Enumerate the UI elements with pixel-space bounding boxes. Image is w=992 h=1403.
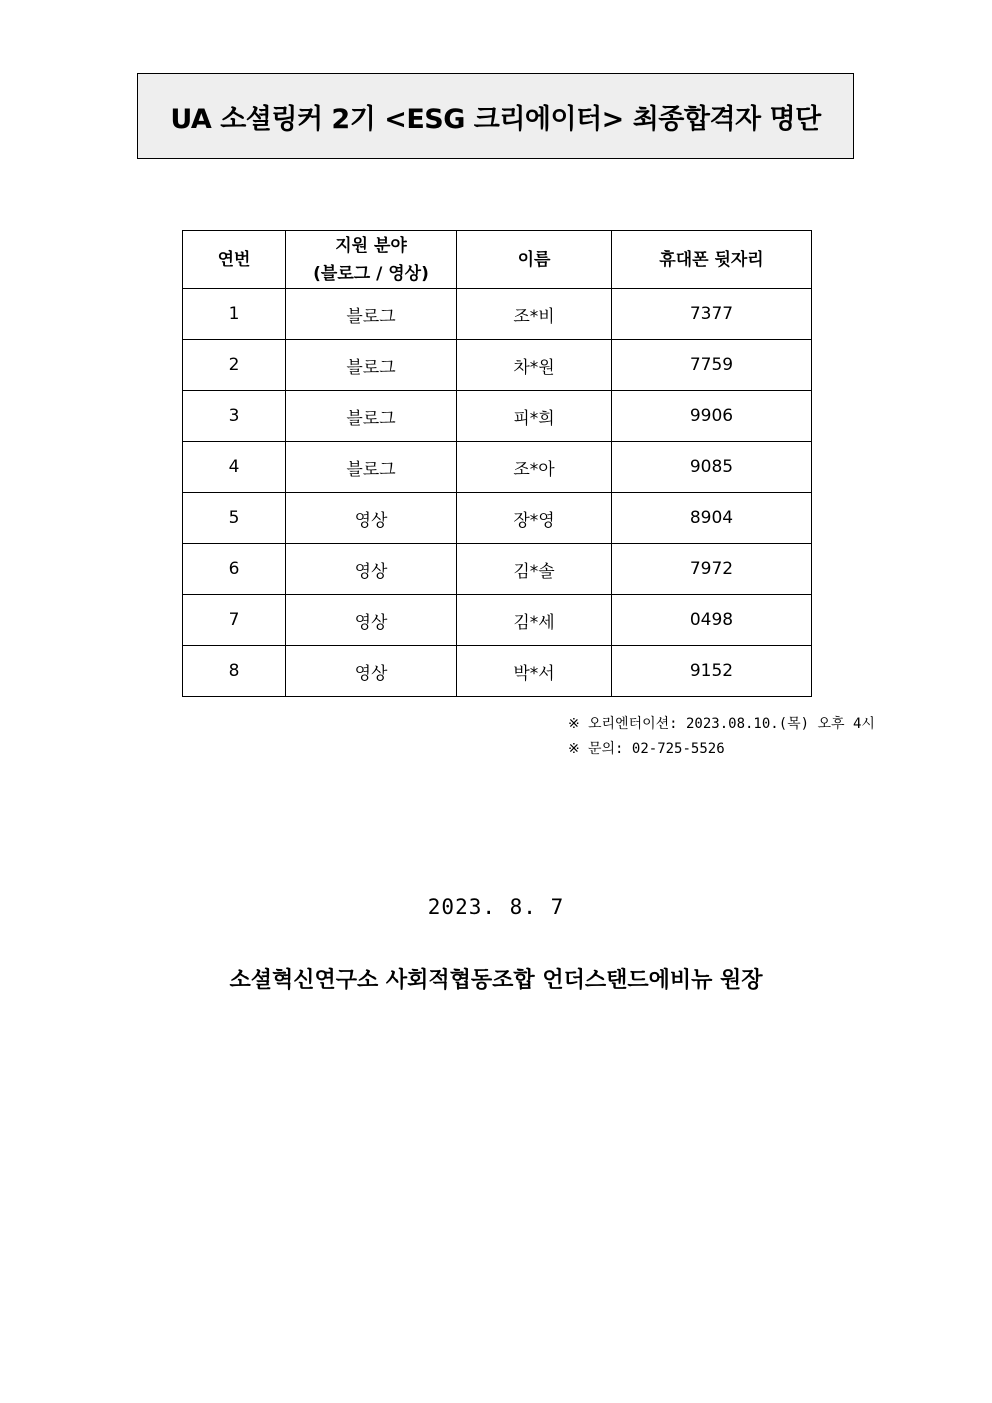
reference-mark-icon: ※: [568, 716, 580, 732]
table-row: [183, 289, 812, 340]
title-box: [137, 73, 854, 159]
cell-phone: 0498: [612, 595, 812, 646]
cell-field: 블로그: [286, 340, 457, 391]
table-row: [183, 493, 812, 544]
cell-number: 5: [183, 493, 286, 544]
cell-phone: 9906: [612, 391, 812, 442]
table-row: [183, 391, 812, 442]
cell-number: 2: [183, 340, 286, 391]
cell-phone: 7377: [612, 289, 812, 340]
results-table: [182, 230, 812, 697]
note-orientation: [568, 712, 875, 737]
document-title: UA 소셜링커 2기 <ESG 크리에이터> 최종합격자 명단: [170, 103, 821, 135]
cell-number: 7: [183, 595, 286, 646]
reference-mark-icon: ※: [568, 741, 580, 757]
cell-name: 김*솔: [457, 544, 612, 595]
cell-number: 8: [183, 646, 286, 697]
cell-name: 피*희: [457, 391, 612, 442]
note-text: 오리엔터이션: 2023.08.10.(목) 오후 4시: [588, 716, 875, 732]
table-row: [183, 646, 812, 697]
cell-name: 박*서: [457, 646, 612, 697]
cell-field: 블로그: [286, 442, 457, 493]
header-phone: 휴대폰 뒷자리: [612, 231, 812, 289]
cell-field: 영상: [286, 544, 457, 595]
cell-name: 조*비: [457, 289, 612, 340]
header-number: 연번: [183, 231, 286, 289]
cell-phone: 9152: [612, 646, 812, 697]
note-contact: [568, 737, 875, 762]
header-name: 이름: [457, 231, 612, 289]
cell-number: 3: [183, 391, 286, 442]
cell-number: 6: [183, 544, 286, 595]
cell-name: 차*원: [457, 340, 612, 391]
header-field-line1: 지원 분야: [335, 235, 407, 256]
cell-name: 장*영: [457, 493, 612, 544]
table-header-row: [183, 231, 812, 289]
cell-phone: 9085: [612, 442, 812, 493]
cell-phone: 7972: [612, 544, 812, 595]
header-field-line2: (블로그 / 영상): [313, 263, 429, 284]
document-date: 2023. 8. 7: [427, 895, 565, 919]
header-field: [286, 231, 457, 289]
cell-name: 조*아: [457, 442, 612, 493]
cell-field: 영상: [286, 595, 457, 646]
cell-number: 1: [183, 289, 286, 340]
table-row: [183, 442, 812, 493]
cell-field: 블로그: [286, 391, 457, 442]
cell-phone: 8904: [612, 493, 812, 544]
issuing-organization: 소셜혁신연구소 사회적협동조합 언더스탠드에비뉴 원장: [229, 968, 763, 993]
cell-number: 4: [183, 442, 286, 493]
table-row: [183, 595, 812, 646]
cell-field: 영상: [286, 493, 457, 544]
cell-field: 영상: [286, 646, 457, 697]
notes: [568, 712, 875, 762]
cell-field: 블로그: [286, 289, 457, 340]
table-row: [183, 544, 812, 595]
cell-phone: 7759: [612, 340, 812, 391]
note-text: 문의: 02-725-5526: [588, 741, 725, 757]
cell-name: 김*세: [457, 595, 612, 646]
table-row: [183, 340, 812, 391]
